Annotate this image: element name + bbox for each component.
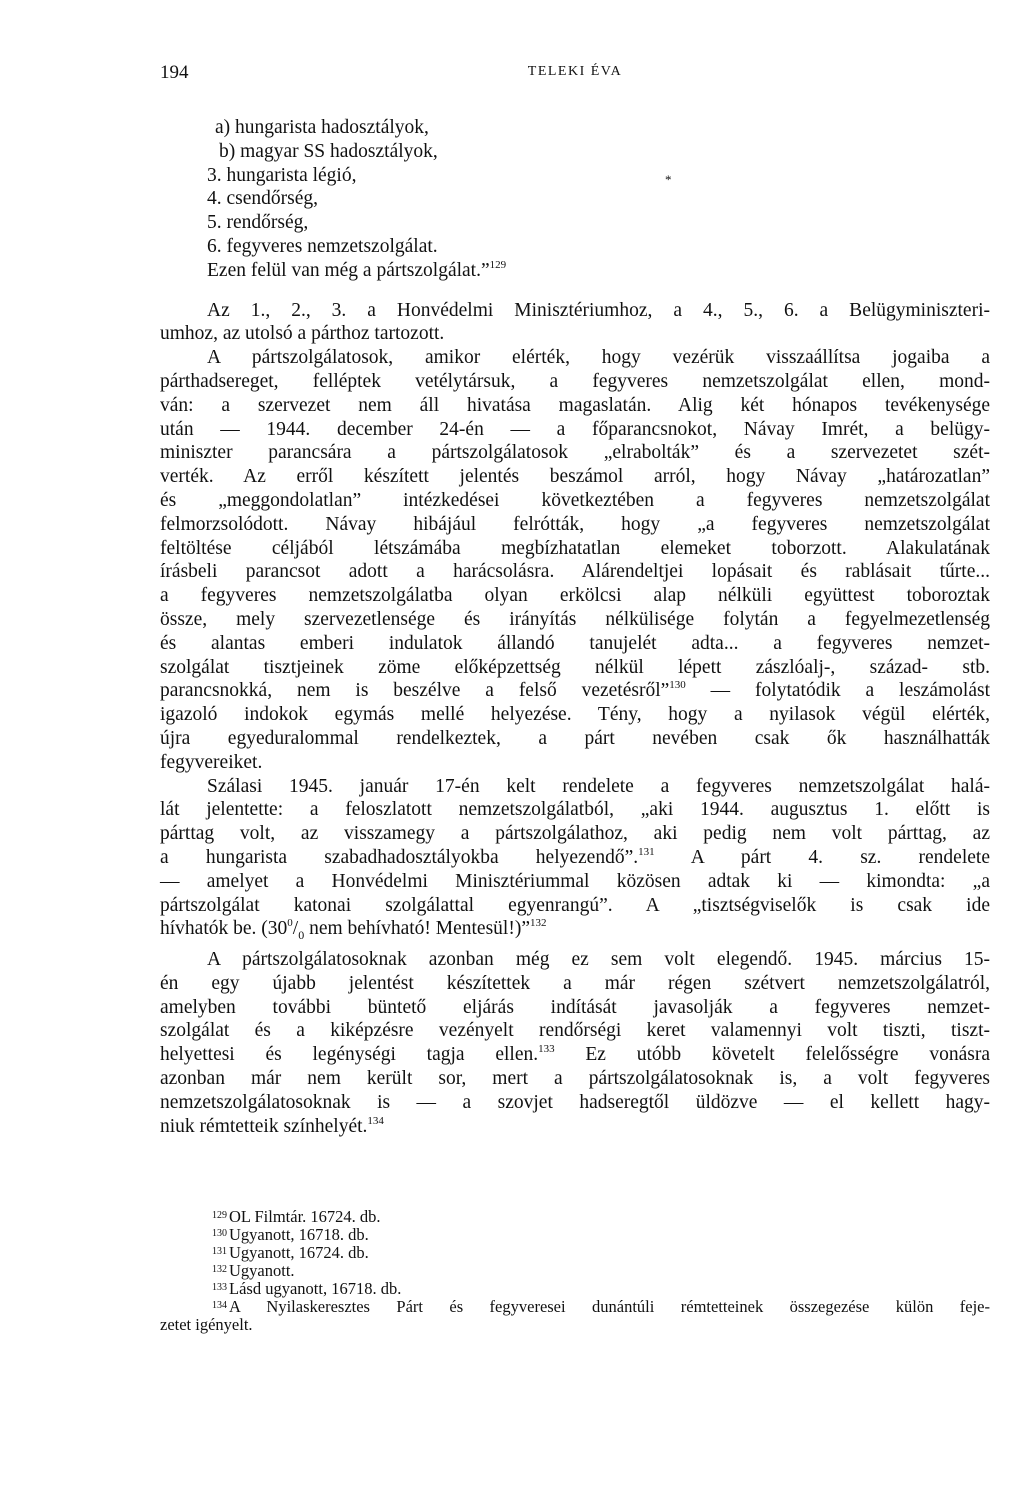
text-line: lát jelentette: a feloszlatott nemzetszolgálatból, „aki 1944. augusztus 1. előtt is <box>160 799 990 821</box>
text-line: párthadsereget, felléptek vetélytársuk, a fegyveres nemzetszolgálat ellen, mond- <box>160 370 990 392</box>
text-line: Szálasi 1945. január 17-én kelt rendelete a fegyveres nemzetszolgálat halá- <box>207 775 990 797</box>
text-line: miniszter parancsára a pártszolgálatosok „elrabolták” és a szervezetet szét- <box>160 442 990 464</box>
text-line: A pártszolgálatosok, amikor elérték, hogy vezérük visszaállítsa jogaiba a <box>207 347 990 369</box>
text-line: újra egyeduralommal rendelkeztek, a párt nevében csak ők használhatták <box>160 727 990 749</box>
body-text <box>160 116 990 1138</box>
list-item: 6. fegyveres nemzetszolgálat. <box>207 235 438 257</box>
list-item: 4. csendőrség, <box>207 188 319 210</box>
text-line: A pártszolgálatosoknak azonban még ez sem volt elegendő. 1945. március 15- <box>207 948 990 970</box>
text-line: amelyben további büntető eljárás indítását javasolják a fegyveres nemzet- <box>160 996 990 1018</box>
asterisk-mark: * <box>665 172 672 187</box>
percent-superscript: 0 <box>287 917 293 930</box>
footnote-ref: 132 <box>530 917 547 930</box>
list-item: b) magyar SS hadosztályok, <box>219 140 438 162</box>
paragraph <box>160 346 990 774</box>
text-line: — amelyet a Honvédelmi Minisztériummal közösen adtak ki — kimondta: „a <box>160 870 990 892</box>
text-line: umhoz, az utolsó a párthoz tartozott. <box>160 323 445 345</box>
text-line: niuk rémtetteik színhelyét.$^{134}$ <box>160 1114 384 1137</box>
text-line: szolgálat tisztjeinek zöme előképzettség nélkül lépett zászlóalj-, század- stb. <box>160 656 990 678</box>
text-line: szolgálat és a kiképzésre vezényelt rendőrségi keret valamennyi volt tiszti, tiszt- <box>160 1020 990 1042</box>
paragraph <box>160 299 990 347</box>
paragraph <box>160 775 990 948</box>
footnote: $^{132}$ Ugyanott. <box>212 1261 295 1280</box>
text-line: verték. Az erről készített jelentés beszámol arról, hogy Návay „határozatlan” <box>160 466 990 488</box>
text-line: helyettesi és legénységi tagja ellen.$^{133}$ Ez utóbb követelt felelősségre vonásra <box>160 1043 990 1066</box>
text-line: után — 1944. december 24-én — a főparancsnokot, Návay Imrét, a belügy- <box>160 418 990 440</box>
page-header <box>160 62 990 86</box>
footnote-ref: 130 <box>669 679 686 692</box>
text-line: azonban már nem került sor, mert a pártszolgálatosoknak is, a volt fegyveres <box>160 1067 990 1089</box>
footnote-ref: 134 <box>367 1114 384 1127</box>
footnote-ref: 129 <box>489 258 507 271</box>
text-line: felmorzsolódott. Návay hibájául felrótták, hogy „a fegyveres nemzetszolgálat <box>160 513 990 535</box>
percent-subscript: 0 <box>298 928 305 943</box>
text-line: össze, mely szervezetlensége és irányítás nélkülisége folytán a fegyelmezetlenség <box>160 608 990 630</box>
text-line: hívhatók be. ($30^0/_0$ nem behívható! Mentesül!)”$^{132}$ <box>160 917 547 943</box>
footnote: $^{133}$ Lásd ugyanott, 16718. db. <box>212 1279 402 1298</box>
footnote-continuation: zetet igényelt. <box>160 1315 253 1334</box>
paragraph <box>160 948 990 1138</box>
text-line: Az 1., 2., 3. a Honvédelmi Minisztériumhoz, a 4., 5., 6. a Belügyminiszteri- <box>207 299 990 321</box>
organization-list <box>160 116 990 283</box>
footnote: $^{129}$ OL Filmtár. 16724. db. <box>212 1207 381 1226</box>
list-item: 3. hungarista légió, <box>207 164 357 186</box>
text-line: és „meggondolatlan” intézkedései következtében a fegyveres nemzetszolgálat <box>160 489 990 511</box>
text-line: és alantas emberi indulatok állandó tanujelét adta... a fegyveres nemzet- <box>160 632 990 654</box>
footnotes <box>160 1207 990 1334</box>
text-line: parancsnokká, nem is beszélve a felső vezetésről”$^{130}$ — folytatódik a leszámolást <box>160 679 990 702</box>
text-line: én egy újabb jelentést készítettek a már régen szétvert nemzetszolgálatról, <box>160 972 990 994</box>
text-line: nemzetszolgálatosoknak is — a szovjet hadseregtől üldözve — el kellett hagy- <box>160 1091 990 1113</box>
text-line: a fegyveres nemzetszolgálatba olyan erkölcsi alap nélküli együttest toboroztak <box>160 585 990 607</box>
page-number: 194 <box>160 62 189 83</box>
text-line: a hungarista szabadhadosztályokba helyezendő”.$^{131}$ A párt 4. sz. rendelete <box>160 845 990 868</box>
text-line: párttag volt, az visszamegy a pártszolgálathoz, aki pedig nem volt párttag, az <box>160 823 990 845</box>
text-line: írásbeli parancsot adott a harácsolásra. Alárendeltjei lopásait és rablásait tűrte... <box>160 561 990 583</box>
footnote-ref: 131 <box>638 845 655 858</box>
text-line: fegyvereiket. <box>160 751 263 773</box>
spacer <box>160 283 990 299</box>
list-item: Ezen felül van még a pártszolgálat.”$^{129}$ <box>207 258 507 281</box>
text-line: igazoló indokok egymás mellé helyezése. Tény, hogy a nyilasok végül elérték, <box>160 704 990 726</box>
footnote: $^{130}$ Ugyanott, 16718. db. <box>212 1225 369 1244</box>
list-item: 5. rendőrség, <box>207 212 309 234</box>
footnote-ref: 133 <box>538 1043 555 1056</box>
text-line: feltöltése céljából létszámába megbízhatatlan elemeket toborzott. Alakulatának <box>160 537 990 559</box>
footnote: $^{134}$ A Nyilaskeresztes Párt és fegyveresei dunántúli rémtetteinek összegezése külön feje- <box>212 1297 990 1316</box>
list-item: a) hungarista hadosztályok, <box>215 117 429 138</box>
footnote: $^{131}$ Ugyanott, 16724. db. <box>212 1243 369 1262</box>
text-line: ván: a szervezet nem áll hivatása magaslatán. Alig két hónapos tevékenysége <box>160 394 990 416</box>
text-line: pártszolgálat katonai szolgálattal egyenrangú”. A „tisztségviselők is csak ide <box>160 894 990 916</box>
running-head: TELEKI ÉVA <box>527 64 623 79</box>
